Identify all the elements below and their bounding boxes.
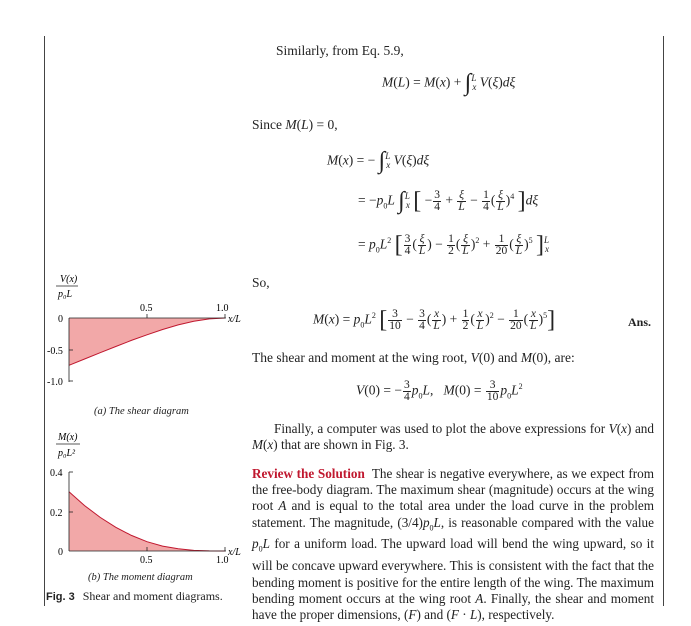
moment-ytick-label-0: 0 [58, 547, 63, 558]
moment-ytick-label-top: 0.4 [50, 468, 63, 479]
moment-diagram-chart [44, 426, 244, 571]
equation-final: $M(x) = p_0L^2$ [ $\frac{3}{10}$ − $\frac{3}{4}$ ( $\frac{x}{L}$ ) + $\frac{1}{2}$ ( $\frac{x}{L}$ )$^2$ − $\frac{1}{20}$ ( $\frac{x}{L}$ )$^5$] [313, 307, 556, 333]
equation-Mx-1: M(x) = − ∫$^L_x$ V(ξ)dξ [327, 148, 430, 174]
equation-ML: M(L) = M(x) + ∫$^L_x$ V(ξ)dξ [382, 70, 516, 96]
moment-xtick-label-one: 1.0 [216, 555, 229, 566]
shear-area [69, 318, 225, 365]
review-heading: Review the Solution [252, 466, 365, 481]
shear-xtick-label-one: 1.0 [216, 303, 229, 314]
shear-moment-intro: The shear and moment at the wing root, V(0) and M(0), are: [252, 350, 575, 365]
equation-root: V(0) = − $\frac{3}{4}$ $p_0L$, M(0) = $\frac{3}{10}$ $p_0L^2$ [356, 379, 523, 403]
moment-ytick-label-mid: 0.2 [50, 508, 63, 519]
right-margin-rule [663, 36, 664, 606]
moment-xlabel: x/L [228, 547, 241, 558]
answer-label: Ans. [628, 315, 652, 329]
since-text: Since M(L) = 0, [252, 117, 338, 132]
equation-Mx-3: = $p_0L^2$ [ $\frac{3}{4}$ ( $\frac{\xi}{L}$ ) − $\frac{1}{2}$ ( $\frac{\xi}{L}$ )$^2$ + $\frac{1}{20}$ ( $\frac{\xi}{L}$ )$^5$ ]$^L_x$ [358, 232, 549, 258]
so-text: So, [252, 275, 270, 290]
similarly-text: Similarly, from Eq. 5.9, [276, 43, 404, 58]
shear-ylabel-num: V(x) [60, 274, 78, 285]
figure-caption-text: Shear and moment diagrams. [82, 589, 223, 603]
shear-ylabel-den: p₀L [58, 289, 73, 300]
finally-paragraph: Finally, a computer was used to plot the above expressions for V(x) and M(x) that are shown in Fig. 3. [252, 421, 654, 453]
equation-Mx-2: = $-p_0L$ ∫$^L_x$ [ − $\frac{3}{4}$ + $\frac{\xi}{L}$ − $\frac{1}{4}$ ( $\frac{\xi}{L}$ )$^4$ ]dξ [358, 188, 539, 214]
figure-caption [46, 589, 223, 604]
moment-ylabel-num: M(x) [58, 432, 78, 443]
shear-caption: (a) The shear diagram [94, 406, 189, 417]
shear-ytick-label-0: 0 [58, 314, 63, 325]
shear-ytick-label-low: -1.0 [47, 377, 63, 388]
figure-number: Fig. 3 [46, 591, 75, 603]
review-paragraph: Review the Solution The shear is negative everywhere, as we expect from the free-body diagram. The maximum shear (magnitude) occurs at the wing root A and is equal to the total area under the load curve in the problem statement. The magnitude, $(3/4)p_0L$, is reasonable compared with the value $p_0L$ for a uniform load. The upward load will bend the wing upward, so it will be concave upward everywhere. This is consistent with the fact that the bending moment is positive for the entire length of the wing. The maximum bending moment occurs at the wing root A. Finally, the shear and moment have the proper dimensions, (F) and (F · L), respectively. [252, 466, 655, 622]
moment-xtick-label-half: 0.5 [140, 555, 153, 566]
shear-xlabel: x/L [228, 314, 241, 325]
shear-ytick-label-mid: -0.5 [47, 346, 63, 357]
shear-diagram-chart [44, 268, 244, 413]
moment-ylabel-den: p₀L² [58, 448, 76, 459]
moment-caption: (b) The moment diagram [88, 572, 193, 583]
shear-xtick-label-half: 0.5 [140, 303, 153, 314]
